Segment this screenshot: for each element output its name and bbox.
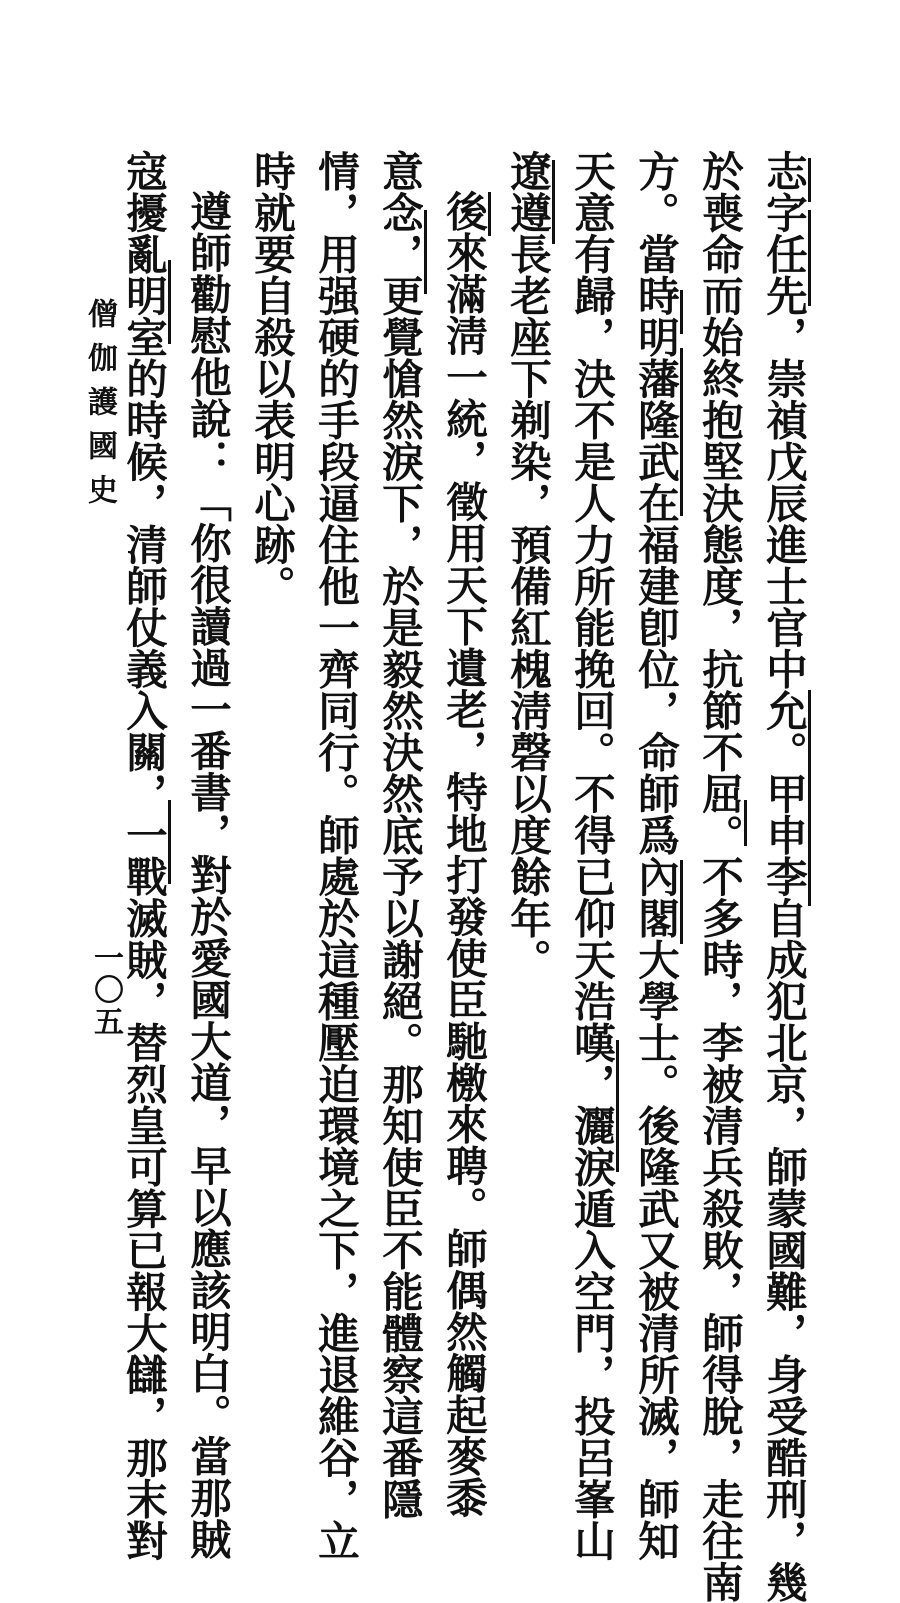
text-column-8: 情，用强硬的手段逼住他一齊同行。師處於這種壓迫環境之下，進退維谷，立 — [311, 150, 360, 1561]
proper-name-mark — [168, 800, 171, 884]
text-column-6: 後來滿淸一統，徵用天下遺老，特地打發使臣馳檄來聘。師偶然觸起麥黍 — [439, 190, 488, 1518]
proper-name-mark — [168, 260, 171, 344]
running-header: 僧伽護國史 — [82, 298, 117, 518]
proper-name-mark — [424, 210, 427, 294]
proper-name-mark — [808, 210, 811, 306]
text-column-2: 於喪命而始終抱堅決態度，抗節不屈。不多時，李被清兵殺敗，師得脫，走往南 — [695, 150, 744, 1603]
proper-name-mark — [488, 192, 491, 236]
proper-name-mark — [680, 432, 683, 516]
text-column-5: 遼遵長老座下剃染，預備紅槐淸磬以度餘年。 — [503, 150, 552, 980]
proper-name-mark — [680, 348, 683, 432]
proper-name-mark — [680, 860, 683, 944]
page-number: 一〇五 — [88, 942, 123, 1038]
proper-name-mark — [808, 690, 811, 822]
text-column-10: 遵師勸慰他說：「你很讀過一番書，對於愛國大道，早以應該明白。當那賊 — [183, 190, 232, 1560]
proper-name-mark — [552, 160, 555, 244]
proper-name-mark — [808, 158, 811, 202]
proper-name-mark — [744, 800, 747, 846]
proper-name-mark — [680, 290, 683, 334]
proper-name-mark — [808, 822, 811, 906]
text-column-4: 天意有歸，決不是人力所能挽回。不得已仰天浩嘆，灑淚遁入空門，投呂峯山 — [567, 150, 616, 1561]
proper-name-mark — [616, 1040, 619, 1172]
text-column-11: 寇擾亂明室的時候，清師仗義入關，一戰滅賊，替烈皇可算已報大讎，那末對 — [119, 150, 168, 1561]
text-column-3: 方。當時明藩隆武在福建卽位，命師爲內閣大學士。後隆武又被清所滅，師知 — [631, 150, 680, 1561]
text-column-9: 時就要自殺以表明心跡。 — [247, 150, 296, 607]
text-column-1: 志字任先，崇禎戊辰進士官中允。甲申李自成犯北京，師蒙國難，身受酷刑，幾 — [759, 150, 808, 1603]
text-column-7: 意念，更覺愴然淚下，於是毅然決然底予以謝絕。那知使臣不能體察這番隱 — [375, 150, 424, 1520]
